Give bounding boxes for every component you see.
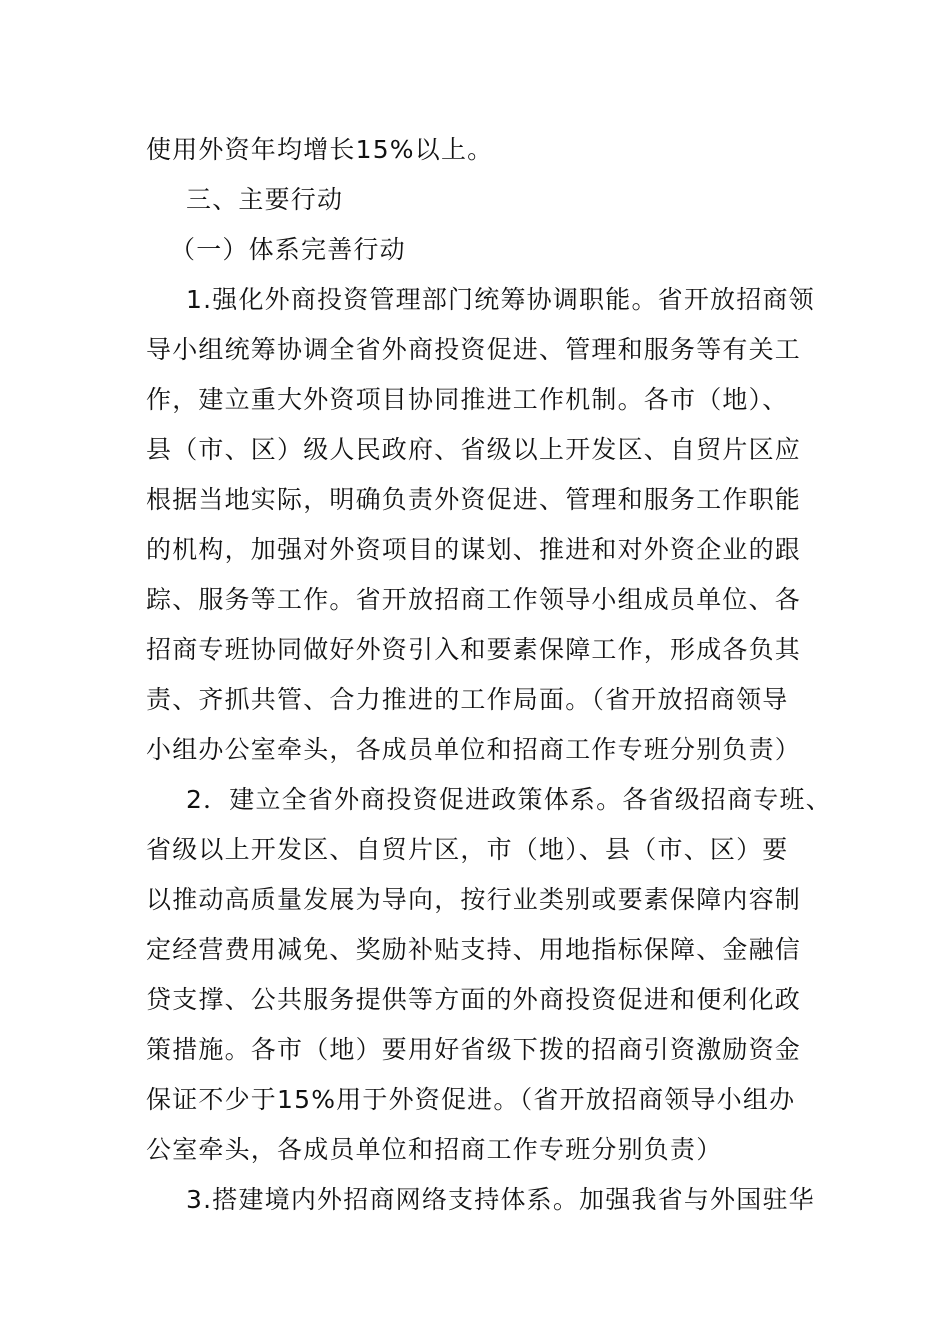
paragraph-line: 作，建立重大外资项目协同推进工作机制。各市（地）、: [146, 385, 789, 414]
paragraph-line: 3.搭建境内外招商网络支持体系。加强我省与外国驻华: [186, 1185, 815, 1214]
paragraph-line: 根据当地实际，明确负责外资促进、管理和服务工作职能: [146, 485, 802, 514]
paragraph-line: 保证不少于15%用于外资促进。（省开放招商领导小组办: [146, 1085, 796, 1114]
paragraph-line: 小组办公室牵头，各成员单位和招商工作专班分别负责）: [146, 735, 802, 764]
paragraph-line: 贷支撑、公共服务提供等方面的外商投资促进和便利化政: [146, 985, 802, 1014]
paragraph-line: 2．建立全省外商投资促进政策体系。各省级招商专班、: [186, 785, 832, 814]
paragraph-line: 策措施。各市（地）要用好省级下拨的招商引资激励资金: [146, 1035, 802, 1064]
paragraph-line: 省级以上开发区、自贸片区，市（地）、县（市、区）要: [146, 835, 789, 864]
paragraph-line: 踪、服务等工作。省开放招商工作领导小组成员单位、各: [146, 585, 802, 614]
paragraph-line: 县（市、区）级人民政府、省级以上开发区、自贸片区应: [146, 435, 802, 464]
paragraph-line: 导小组统筹协调全省外商投资促进、管理和服务等有关工: [146, 335, 802, 364]
paragraph-line: 公室牵头，各成员单位和招商工作专班分别负责）: [146, 1135, 723, 1164]
paragraph-line: 1.强化外商投资管理部门统筹协调职能。省开放招商领: [186, 285, 815, 314]
paragraph-line: 的机构，加强对外资项目的谋划、推进和对外资企业的跟: [146, 535, 802, 564]
section-heading: 三、主要行动: [186, 185, 344, 214]
subsection-heading: （一）体系完善行动: [170, 235, 406, 264]
paragraph-line: 定经营费用减免、奖励补贴支持、用地指标保障、金融信: [146, 935, 802, 964]
paragraph-line: 以推动高质量发展为导向，按行业类别或要素保障内容制: [146, 885, 802, 914]
paragraph-line: 责、齐抓共管、合力推进的工作局面。（省开放招商领导: [146, 685, 789, 714]
text-line: 使用外资年均增长15%以上。: [146, 135, 494, 164]
paragraph-line: 招商专班协同做好外资引入和要素保障工作，形成各负其: [146, 635, 802, 664]
